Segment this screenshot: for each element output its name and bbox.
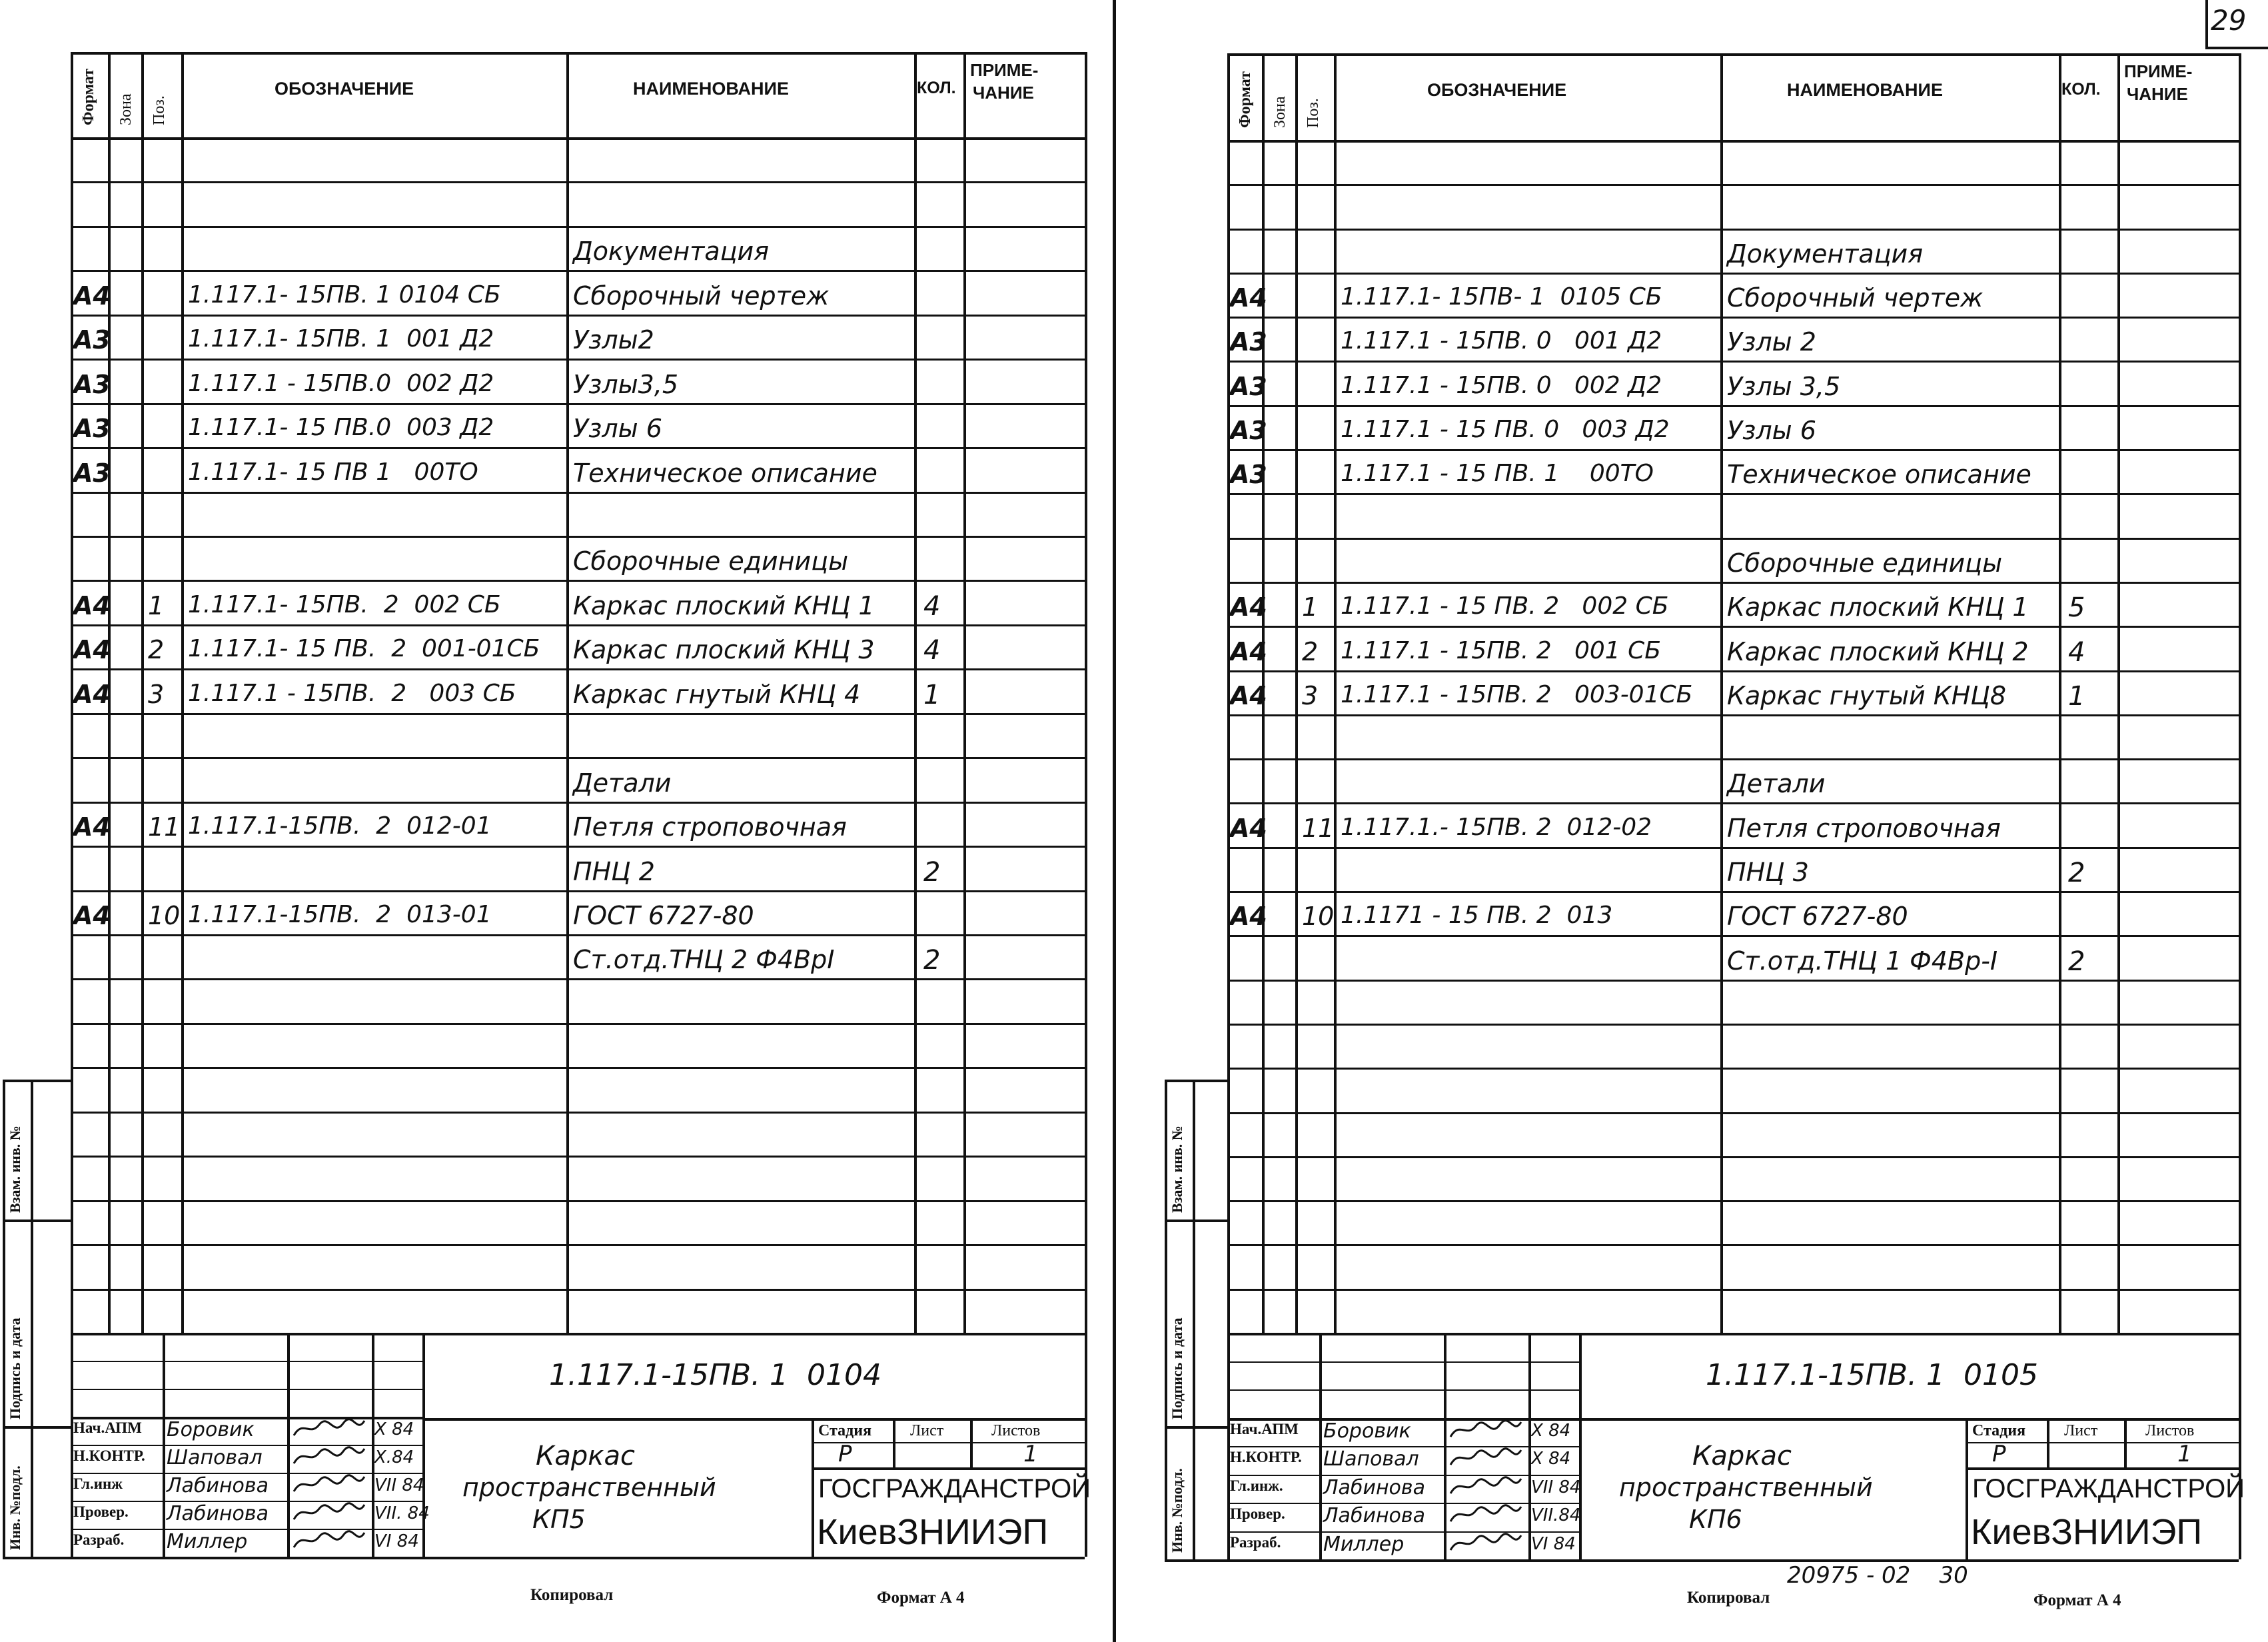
cell-name: Узлы2	[573, 325, 654, 355]
cell-format: А3	[1230, 371, 1267, 401]
row-line	[71, 1156, 1085, 1158]
cell-name: Детали	[573, 768, 672, 798]
row-line	[71, 181, 1085, 183]
cell-position: 10	[148, 901, 181, 930]
cell-name: Каркас гнутый КНЦ 4	[573, 679, 861, 709]
cell-designation: 1.117.1- 15 ПВ. 2 001-01СБ	[188, 635, 540, 663]
title-block-bottom-line	[71, 1557, 1085, 1559]
row-line	[1227, 758, 2239, 760]
header-note-line1: ПРИМЕ-	[2124, 61, 2193, 81]
header-designation: ОБОЗНАЧЕНИЕ	[1427, 80, 1567, 100]
signature-date: VII. 84	[374, 1503, 430, 1523]
side-stamp-bottom	[3, 1557, 71, 1559]
row-line	[71, 934, 1085, 936]
side-label-sign-date: Подпись и дата	[7, 1317, 23, 1419]
cell-name: Детали	[1727, 769, 1826, 799]
column-line	[566, 52, 569, 1333]
row-line	[71, 890, 1085, 892]
header-bottom-line	[1227, 140, 2239, 143]
header-qty: КОЛ.	[917, 79, 956, 97]
row-line	[1227, 626, 2239, 628]
row-line	[1227, 229, 2239, 231]
tb-code-divider	[1579, 1418, 2239, 1421]
cell-position: 11	[1302, 813, 1335, 843]
cell-format: А4	[1230, 636, 1267, 666]
cell-designation: 1.117.1- 15ПВ. 2 002 СБ	[188, 590, 501, 618]
footer-format: Формат А 4	[2033, 1591, 2121, 1609]
cell-format: А3	[1230, 416, 1267, 446]
signature-name: Шаповал	[167, 1446, 263, 1469]
handwritten-signature	[1446, 1446, 1525, 1470]
cell-position: 3	[148, 679, 165, 709]
row-line	[71, 846, 1085, 848]
signature-name: Лабинова	[1323, 1504, 1425, 1527]
cell-name: Ст.отд.ТНЦ 1 Ф4Вр-I	[1727, 946, 1998, 976]
stage-box-left	[1966, 1418, 1968, 1559]
cell-qty: 1	[2068, 680, 2085, 712]
handwritten-signature	[290, 1473, 368, 1497]
page-number: 29	[2211, 4, 2247, 37]
org-name: ГОСГРАЖДАНСТРОЙ	[1972, 1474, 2245, 1503]
stage-row-line-2	[1966, 1467, 2239, 1470]
row-line	[1227, 361, 2239, 363]
signature-name: Боровик	[1323, 1419, 1411, 1443]
signature-date: VII 84	[1531, 1477, 1581, 1497]
handwritten-signature	[1446, 1418, 1525, 1442]
row-line	[1227, 847, 2239, 849]
cell-name: Документация	[573, 237, 770, 267]
stage-value: Р	[1992, 1441, 2006, 1467]
cell-name: Документация	[1727, 239, 1924, 269]
row-line	[1227, 1244, 2239, 1246]
row-line	[1227, 1200, 2239, 1202]
side-stamp-inner	[1193, 1080, 1195, 1559]
row-line	[71, 403, 1085, 405]
signature-name: Лабинова	[1323, 1475, 1425, 1499]
cell-qty: 4	[923, 635, 941, 666]
cell-format: А4	[1230, 283, 1267, 313]
side-label-inv-replace: Взам. инв. №	[1169, 1126, 1185, 1213]
cell-name: Каркас плоский КНЦ 1	[1727, 592, 2029, 622]
spec-sheet-right	[1135, 0, 2268, 1642]
signature-date: VI 84	[374, 1531, 419, 1551]
signature-name: Лабинова	[167, 1502, 269, 1525]
cell-designation: 1.1171 - 15 ПВ. 2 013	[1341, 902, 1613, 930]
page-number-frame	[2205, 0, 2208, 48]
cell-designation: 1.117.1- 15 ПВ 1 00ТО	[188, 458, 478, 486]
signature-role: Разраб.	[1230, 1533, 1281, 1551]
footer-copied: Копировал	[530, 1586, 614, 1604]
cell-designation: 1.117.1 - 15ПВ. 2 001 СБ	[1341, 636, 1661, 664]
signature-name: Миллер	[1323, 1532, 1405, 1556]
handwritten-signature	[290, 1417, 368, 1441]
handwritten-signature	[1446, 1503, 1525, 1527]
cell-designation: 1.117.1 - 15ПВ.0 002 Д2	[188, 369, 494, 397]
side-stamp-div1	[1165, 1220, 1227, 1222]
sheet-label: Лист	[910, 1422, 944, 1439]
signature-name: Лабинова	[167, 1474, 269, 1497]
row-line	[1227, 802, 2239, 804]
document-code: 1.117.1-15ПВ. 1 0105	[1706, 1358, 2038, 1392]
cell-format: А3	[73, 458, 111, 488]
stage-value: Р	[838, 1441, 852, 1467]
side-stamp-outer	[3, 1080, 5, 1557]
handwritten-signature	[1446, 1475, 1525, 1499]
cell-name: Сборочный чертеж	[573, 281, 830, 311]
column-line	[1295, 53, 1298, 1333]
row-line	[71, 1289, 1085, 1291]
cell-designation: 1.117.1- 15ПВ- 1 0105 СБ	[1341, 283, 1662, 311]
org-institute: КиевЗНИИЭП	[817, 1512, 1049, 1552]
row-line	[1227, 538, 2239, 540]
row-line	[1227, 714, 2239, 716]
document-code: 1.117.1-15ПВ. 1 0104	[549, 1358, 881, 1392]
signature-role: Н.КОНТР.	[1230, 1449, 1302, 1465]
cell-name: Каркас плоский КНЦ 3	[573, 635, 875, 665]
cell-format: А4	[73, 635, 111, 665]
row-line	[71, 757, 1085, 759]
signature-role: Гл.инж.	[1230, 1477, 1283, 1494]
sheets-label: Листов	[991, 1422, 1041, 1439]
cell-format: А4	[1230, 680, 1267, 710]
tb-row-line	[1227, 1361, 1579, 1363]
header-format: Формат	[80, 69, 97, 125]
signature-name: Шаповал	[1323, 1447, 1419, 1471]
cell-qty: 5	[2068, 592, 2085, 624]
row-line	[71, 713, 1085, 715]
header-zone: Зона	[1271, 96, 1289, 128]
row-line	[71, 1023, 1085, 1025]
frame-left-line	[71, 52, 73, 1557]
row-line	[71, 1200, 1085, 1202]
cell-format: А3	[1230, 460, 1267, 490]
cell-name: Узлы 2	[1727, 327, 1816, 357]
tb-row-line	[1227, 1389, 1579, 1391]
cell-format: А3	[1230, 327, 1267, 357]
stage-row-line	[1966, 1442, 2239, 1443]
header-note-line1: ПРИМЕ-	[970, 60, 1039, 80]
column-line	[2117, 53, 2120, 1333]
cell-qty: 4	[2068, 636, 2085, 668]
column-line	[963, 52, 966, 1333]
stage-row-line	[812, 1442, 1085, 1443]
header-note-line2: ЧАНИЕ	[973, 83, 1034, 103]
cell-name: ГОСТ 6727-80	[1727, 902, 1908, 932]
cell-name: Узлы 6	[573, 414, 662, 444]
row-line	[1227, 317, 2239, 319]
cell-qty: 1	[923, 679, 941, 710]
signature-date: X.84	[374, 1447, 414, 1467]
side-stamp-div2	[3, 1426, 71, 1429]
cell-format: А4	[73, 281, 111, 311]
row-line	[71, 624, 1085, 626]
row-line	[1227, 273, 2239, 275]
tb-row-line	[71, 1361, 422, 1362]
cell-qty: 2	[2068, 946, 2085, 977]
side-stamp-inner	[31, 1080, 33, 1557]
stage-box-left	[812, 1418, 814, 1557]
signature-role: Гл.инж	[73, 1475, 123, 1492]
row-line	[71, 978, 1085, 980]
row-line	[71, 1244, 1085, 1246]
row-line	[1227, 1289, 2239, 1291]
cell-name: ГОСТ 6727-80	[573, 901, 754, 930]
row-line	[1227, 1112, 2239, 1114]
side-label-sign-date: Подпись и дата	[1169, 1317, 1185, 1419]
cell-format: А4	[1230, 902, 1267, 932]
drawing-title-line1: Каркас	[1692, 1441, 1792, 1471]
sheets-value: 1	[1023, 1441, 1038, 1467]
row-line	[71, 580, 1085, 582]
header-qty: КОЛ.	[2061, 80, 2101, 99]
side-stamp-outer	[1165, 1080, 1167, 1559]
side-stamp-top	[1165, 1080, 1227, 1082]
stage-label: Стадия	[1972, 1422, 2026, 1439]
cell-name: Сборочные единицы	[1727, 548, 2003, 578]
frame-top-line	[71, 52, 1085, 55]
cell-format: А4	[73, 901, 111, 930]
row-line	[1227, 1024, 2239, 1026]
footer-format: Формат А 4	[877, 1589, 965, 1607]
side-stamp-top	[3, 1080, 71, 1082]
row-line	[1227, 582, 2239, 584]
cell-format: А4	[1230, 592, 1267, 622]
cell-position: 3	[1302, 680, 1319, 710]
row-line	[1227, 1068, 2239, 1070]
cell-position: 10	[1302, 902, 1335, 932]
drawing-title-line1: Каркас	[536, 1441, 635, 1471]
title-block-top-line	[1227, 1333, 2239, 1335]
cell-name: Узлы 6	[1727, 416, 1816, 446]
tb-column-line	[1579, 1333, 1582, 1559]
row-line	[1227, 670, 2239, 672]
stage-row-line-2	[812, 1467, 1085, 1470]
sheets-label: Листов	[2145, 1422, 2195, 1439]
cell-name: Каркас гнутый КНЦ8	[1727, 680, 2007, 710]
cell-name: Ст.отд.ТНЦ 2 Ф4ВрI	[573, 945, 835, 975]
drawing-title-line3: КП5	[532, 1505, 586, 1534]
cell-designation: 1.117.1 - 15ПВ. 2 003 СБ	[188, 679, 516, 707]
signature-role: Провер.	[1230, 1505, 1285, 1522]
cell-designation: 1.117.1-15ПВ. 2 013-01	[188, 901, 492, 928]
cell-name: Узлы 3,5	[1727, 371, 1841, 401]
cell-format: А4	[73, 590, 111, 620]
handwritten-signature	[1446, 1531, 1525, 1555]
side-stamp-bottom	[1165, 1559, 1227, 1562]
cell-format: А4	[73, 679, 111, 709]
header-note-line2: ЧАНИЕ	[2127, 84, 2188, 104]
signature-role: Разраб.	[73, 1531, 125, 1548]
tb-row-line	[71, 1389, 422, 1390]
row-line	[71, 315, 1085, 317]
cell-qty: 2	[2068, 858, 2085, 889]
cell-position: 2	[148, 635, 165, 665]
cell-name: Сборочный чертеж	[1727, 283, 1984, 313]
column-line	[2059, 53, 2061, 1333]
cell-designation: 1.117.1- 15ПВ. 1 0104 СБ	[188, 281, 501, 309]
header-format: Формат	[1237, 71, 1254, 128]
signature-name: Миллер	[167, 1530, 248, 1553]
row-line	[71, 1112, 1085, 1114]
signature-date: VII.84	[1531, 1505, 1581, 1525]
row-line	[71, 492, 1085, 494]
cell-qty: 2	[923, 945, 941, 976]
cell-name: Техническое описание	[1727, 460, 2031, 490]
org-institute: КиевЗНИИЭП	[1971, 1512, 2203, 1552]
header-zone: Зона	[117, 93, 135, 125]
cell-position: 1	[148, 590, 165, 620]
cell-name: Петля строповочная	[573, 812, 847, 842]
row-line	[1227, 935, 2239, 937]
column-line	[1334, 53, 1337, 1333]
sheet-label: Лист	[2064, 1422, 2098, 1439]
cell-designation: 1.117.1 - 15ПВ. 0 002 Д2	[1341, 371, 1662, 399]
row-line	[71, 447, 1085, 449]
row-line	[71, 536, 1085, 538]
cell-format: А3	[73, 414, 111, 444]
cell-position: 1	[1302, 592, 1319, 622]
cell-designation: 1.117.1 - 15ПВ. 0 001 Д2	[1341, 327, 1662, 355]
frame-right-line	[1085, 52, 1087, 1557]
row-line	[1227, 891, 2239, 893]
cell-name: Каркас плоский КНЦ 2	[1727, 636, 2029, 666]
signature-date: VII 84	[374, 1475, 424, 1495]
side-stamp-div1	[3, 1220, 71, 1222]
cell-format: А4	[73, 812, 111, 842]
side-stamp-div2	[1165, 1426, 1227, 1429]
cell-designation: 1.117.1- 15ПВ. 1 001 Д2	[188, 325, 494, 353]
drawing-title-line3: КП6	[1689, 1505, 1742, 1534]
frame-top-line	[1227, 53, 2239, 56]
cell-position: 11	[148, 812, 181, 842]
spec-sheet-left	[0, 0, 1133, 1642]
row-line	[71, 226, 1085, 228]
cell-name: ПНЦ 3	[1727, 858, 1809, 888]
row-line	[71, 1067, 1085, 1069]
side-label-inv-original: Инв. №подл.	[7, 1465, 23, 1550]
row-line	[71, 359, 1085, 361]
title-block-bottom-line	[1227, 1559, 2239, 1562]
signature-date: VI 84	[1531, 1533, 1576, 1554]
cell-designation: 1.117.1 - 15 ПВ. 0 003 Д2	[1341, 416, 1670, 444]
header-designation: ОБОЗНАЧЕНИЕ	[275, 79, 414, 99]
header-bottom-line	[71, 137, 1085, 140]
cell-designation: 1.117.1- 15 ПВ.0 003 Д2	[188, 414, 494, 442]
cell-name: ПНЦ 2	[573, 856, 655, 886]
tb-code-divider	[422, 1418, 1085, 1421]
cell-format: А3	[73, 369, 111, 399]
signature-date: X 84	[374, 1419, 414, 1439]
cell-designation: 1.117.1 - 15 ПВ. 1 00ТО	[1341, 460, 1654, 488]
row-line	[1227, 449, 2239, 451]
row-line	[1227, 405, 2239, 407]
cell-name: Каркас плоский КНЦ 1	[573, 590, 875, 620]
row-line	[71, 802, 1085, 804]
sheets-value: 1	[2177, 1441, 2192, 1467]
stage-label: Стадия	[818, 1422, 872, 1439]
header-name: НАИМЕНОВАНИЕ	[1787, 80, 1943, 100]
row-line	[1227, 184, 2239, 186]
cell-name: Узлы3,5	[573, 369, 679, 399]
cell-designation: 1.117.1-15ПВ. 2 012-01	[188, 812, 492, 840]
cell-designation: 1.117.1 - 15ПВ. 2 003-01СБ	[1341, 680, 1693, 708]
cell-qty: 2	[923, 856, 941, 888]
signature-role: Нач.АПМ	[1230, 1420, 1299, 1437]
cell-designation: 1.117.1.- 15ПВ. 2 012-02	[1341, 813, 1652, 841]
page-number-frame-bottom	[2205, 47, 2268, 49]
handwritten-signature	[290, 1529, 368, 1553]
title-block-top-line	[71, 1333, 1085, 1335]
header-pos: Поз.	[1305, 98, 1322, 128]
row-line	[1227, 493, 2239, 495]
handwritten-signature	[290, 1501, 368, 1525]
org-name: ГОСГРАЖДАНСТРОЙ	[818, 1474, 1091, 1503]
footer-copied: Копировал	[1687, 1589, 1770, 1607]
header-name: НАИМЕНОВАНИЕ	[633, 79, 789, 99]
row-line	[71, 668, 1085, 670]
cell-designation: 1.117.1 - 15 ПВ. 2 002 СБ	[1341, 592, 1669, 620]
signature-role: Н.КОНТР.	[73, 1447, 145, 1464]
header-pos: Поз.	[151, 95, 168, 125]
footer-archive-number: 20975 - 02 30	[1787, 1562, 1968, 1589]
signature-role: Провер.	[73, 1503, 129, 1520]
row-line	[1227, 980, 2239, 982]
cell-name: Петля строповочная	[1727, 813, 2001, 843]
drawing-title-line2: пространственный	[1619, 1473, 1873, 1502]
cell-name: Техническое описание	[573, 458, 877, 488]
row-line	[71, 270, 1085, 272]
side-label-inv-original: Инв. №подл.	[1169, 1468, 1185, 1553]
signature-date: X 84	[1531, 1420, 1571, 1441]
row-line	[1227, 1156, 2239, 1158]
column-line	[181, 52, 184, 1333]
column-line	[1720, 53, 1723, 1333]
column-line	[141, 52, 144, 1333]
signature-date: X 84	[1531, 1449, 1571, 1469]
cell-format: А4	[1230, 813, 1267, 843]
column-line	[914, 52, 917, 1333]
cell-position: 2	[1302, 636, 1319, 666]
cell-format: А3	[73, 325, 111, 355]
drawing-title-line2: пространственный	[462, 1473, 716, 1502]
signature-role: Нач.АПМ	[73, 1419, 142, 1436]
cell-name: Сборочные единицы	[573, 546, 849, 576]
cell-qty: 4	[923, 590, 941, 622]
signature-name: Боровик	[167, 1418, 255, 1441]
handwritten-signature	[290, 1445, 368, 1469]
frame-right-line	[2239, 53, 2241, 1559]
side-label-inv-replace: Взам. инв. №	[7, 1126, 23, 1213]
